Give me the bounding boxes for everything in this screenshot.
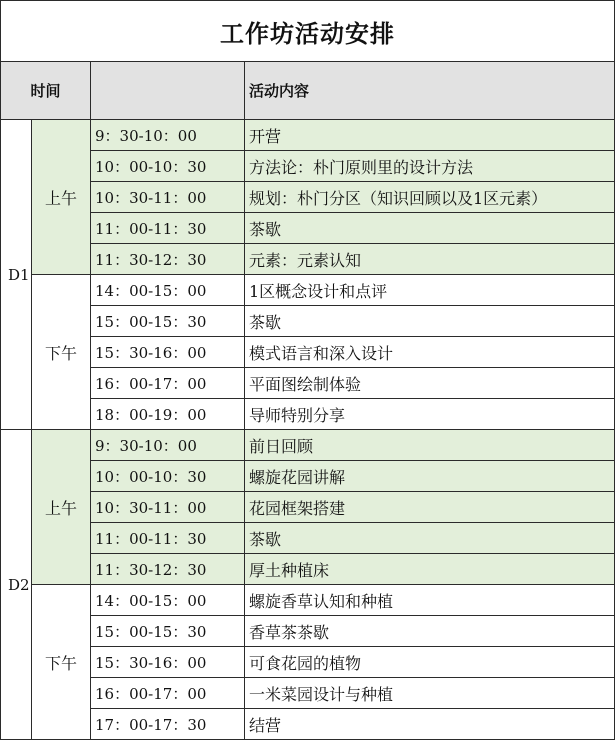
table-row [1,430,615,461]
activity-name: 香草茶茶歇 [245,616,615,647]
period-label: 下午 [32,275,91,430]
time-slot: 14：00-15：00 [91,585,245,616]
period-label: 上午 [32,120,91,275]
day-label: D1 [1,120,32,430]
activity-name: 方法论：朴门原则里的设计方法 [245,151,615,182]
activity-name: 花园框架搭建 [245,492,615,523]
activity-name: 元素：元素认知 [245,244,615,275]
time-slot: 17：00-17：30 [91,709,245,740]
time-slot: 11：30-12：30 [91,554,245,585]
time-slot: 18：00-19：00 [91,399,245,430]
table-row [1,244,615,275]
activity-name: 结营 [245,709,615,740]
time-slot: 11：00-11：30 [91,213,245,244]
time-slot: 10：30-11：00 [91,492,245,523]
header-row [1,62,615,120]
time-slot: 10：00-10：30 [91,461,245,492]
activity-name: 可食花园的植物 [245,647,615,678]
activity-name: 前日回顾 [245,430,615,461]
time-slot: 10：30-11：00 [91,182,245,213]
day-label: D2 [1,430,32,740]
table-row [1,709,615,740]
header-time: 时间 [1,62,91,120]
time-slot: 9：30-10：00 [91,120,245,151]
period-label: 上午 [32,430,91,585]
time-slot: 16：00-17：00 [91,678,245,709]
activity-name: 1区概念设计和点评 [245,275,615,306]
table-row [1,616,615,647]
activity-name: 茶歇 [245,213,615,244]
table-row [1,213,615,244]
table-row [1,399,615,430]
time-slot: 15：30-16：00 [91,337,245,368]
table-row [1,306,615,337]
schedule-body [1,1,615,740]
table-row [1,120,615,151]
activity-name: 螺旋香草认知和种植 [245,585,615,616]
title-row [1,1,615,62]
time-slot: 10：00-10：30 [91,151,245,182]
table-title: 工作坊活动安排 [1,1,615,62]
table-row [1,585,615,616]
activity-name: 导师特别分享 [245,399,615,430]
time-slot: 9：30-10：00 [91,430,245,461]
table-row [1,523,615,554]
table-row [1,647,615,678]
activity-name: 开营 [245,120,615,151]
period-label: 下午 [32,585,91,740]
activity-name: 一米菜园设计与种植 [245,678,615,709]
table-row [1,151,615,182]
table-row [1,275,615,306]
time-slot: 15：30-16：00 [91,647,245,678]
time-slot: 11：30-12：30 [91,244,245,275]
time-slot: 15：00-15：30 [91,306,245,337]
table-row [1,554,615,585]
activity-name: 茶歇 [245,306,615,337]
header-content: 活动内容 [245,62,615,120]
activity-name: 模式语言和深入设计 [245,337,615,368]
table-row [1,461,615,492]
activity-name: 规划：朴门分区（知识回顾以及1区元素） [245,182,615,213]
time-slot: 15：00-15：30 [91,616,245,647]
activity-name: 平面图绘制体验 [245,368,615,399]
table-row [1,182,615,213]
activity-name: 厚土种植床 [245,554,615,585]
table-row [1,492,615,523]
activity-name: 茶歇 [245,523,615,554]
table-row [1,337,615,368]
table-row [1,368,615,399]
header-blank [91,62,245,120]
time-slot: 16：00-17：00 [91,368,245,399]
table-row [1,678,615,709]
time-slot: 14：00-15：00 [91,275,245,306]
activity-name: 螺旋花园讲解 [245,461,615,492]
time-slot: 11：00-11：30 [91,523,245,554]
